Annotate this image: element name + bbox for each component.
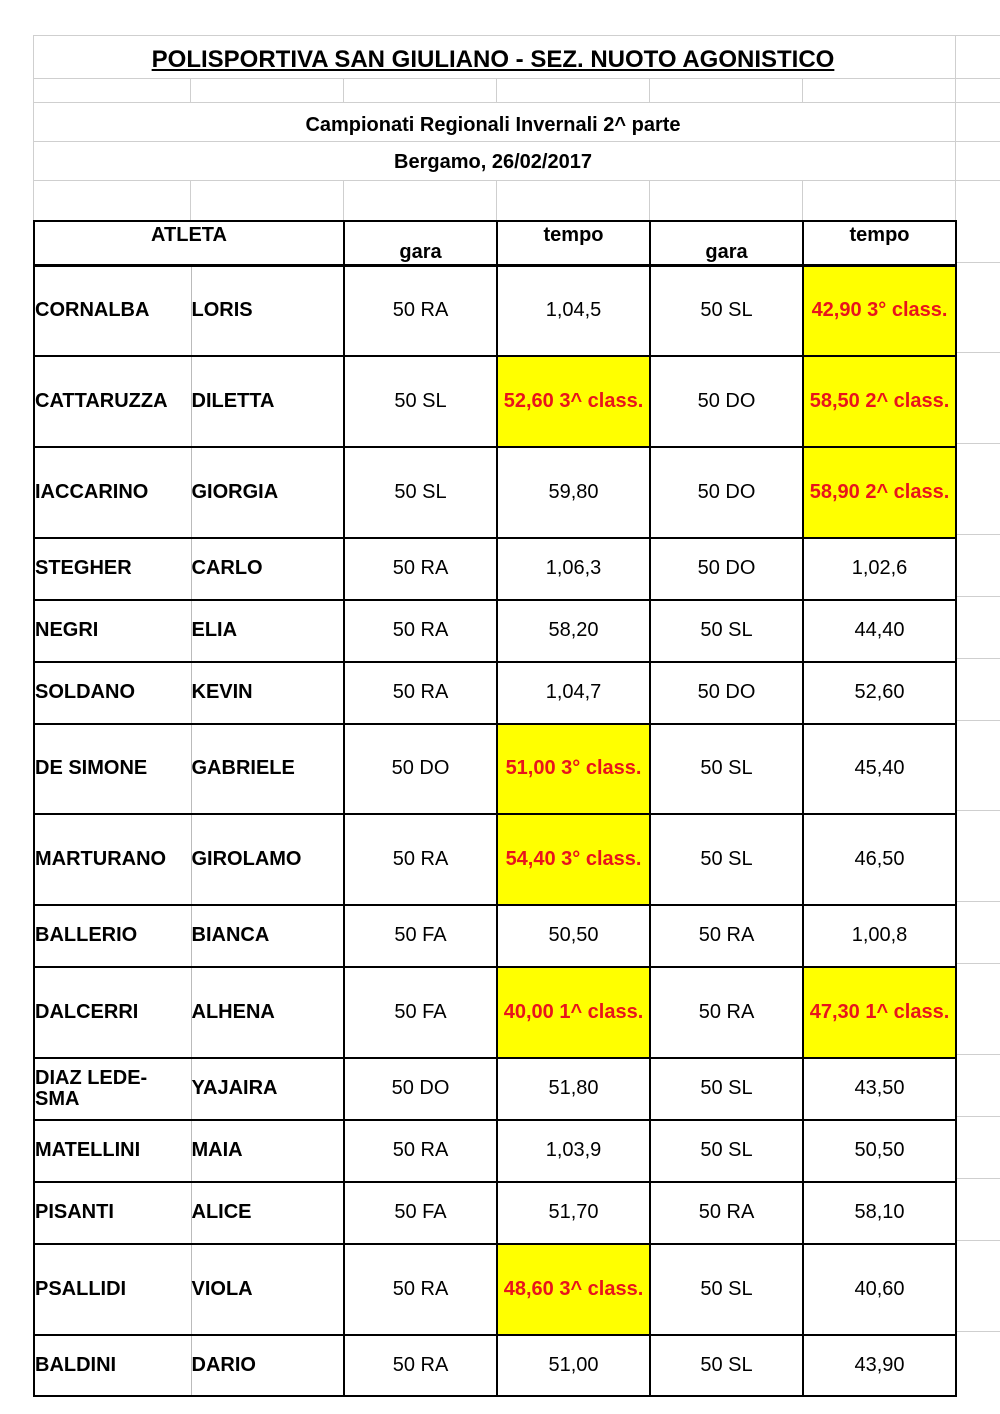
grid-line [649, 78, 650, 102]
event1-cell: 50 FA [344, 905, 497, 967]
grid-line [955, 1331, 1000, 1332]
grid-line [649, 180, 650, 220]
event2-cell: 50 DO [650, 538, 803, 600]
grid-line [955, 963, 1000, 964]
athlete-surname: DALCERRI [34, 967, 191, 1058]
grid-line [955, 1054, 1000, 1055]
athlete-surname: CORNALBA [34, 266, 191, 356]
event1-cell: 50 RA [344, 600, 497, 662]
event1-cell: 50 RA [344, 538, 497, 600]
athlete-name: GABRIELE [191, 724, 344, 814]
grid-line [955, 720, 1000, 721]
time1-cell: 51,80 [497, 1058, 650, 1120]
athlete-name: ALHENA [191, 967, 344, 1058]
grid-line [33, 78, 1000, 79]
grid-line [190, 78, 191, 102]
time2-cell-highlighted: 58,50 2^ class. [803, 356, 956, 447]
table-row [34, 662, 956, 724]
time1-cell-highlighted: 40,00 1^ class. [497, 967, 650, 1058]
athlete-name: VIOLA [191, 1244, 344, 1335]
time1-cell: 1,06,3 [497, 538, 650, 600]
event2-cell: 50 SL [650, 600, 803, 662]
athlete-name: ALICE [191, 1182, 344, 1244]
event1-cell: 50 SL [344, 447, 497, 538]
grid-line [802, 180, 803, 220]
event1-cell: 50 RA [344, 266, 497, 356]
event2-column-header: gara [650, 221, 803, 266]
event2-cell: 50 SL [650, 1120, 803, 1182]
time1-cell-highlighted: 52,60 3^ class. [497, 356, 650, 447]
grid-line [955, 810, 1000, 811]
time2-cell-highlighted: 42,90 3° class. [803, 266, 956, 356]
athlete-name: GIROLAMO [191, 814, 344, 905]
time1-column-header: tempo [497, 221, 650, 266]
athlete-surname: PSALLIDI [34, 1244, 191, 1335]
table-row [34, 724, 956, 814]
grid-line [33, 141, 1000, 142]
athlete-surname: STEGHER [34, 538, 191, 600]
event2-cell: 50 SL [650, 724, 803, 814]
event2-cell: 50 DO [650, 356, 803, 447]
athlete-surname: MATELLINI [34, 1120, 191, 1182]
event1-cell: 50 RA [344, 1335, 497, 1396]
athlete-surname: NEGRI [34, 600, 191, 662]
time2-cell: 46,50 [803, 814, 956, 905]
time2-column-header: tempo [803, 221, 956, 266]
event2-cell: 50 SL [650, 1058, 803, 1120]
grid-line [190, 180, 191, 220]
event1-cell: 50 RA [344, 1120, 497, 1182]
time2-cell: 52,60 [803, 662, 956, 724]
table-row [34, 1058, 956, 1120]
athlete-name: ELIA [191, 600, 344, 662]
time1-cell: 51,00 [497, 1335, 650, 1396]
grid-line [802, 78, 803, 102]
athlete-name: DILETTA [191, 356, 344, 447]
grid-line [955, 1240, 1000, 1241]
table-row [34, 538, 956, 600]
athlete-name: MAIA [191, 1120, 344, 1182]
grid-line [955, 1178, 1000, 1179]
event-title: Campionati Regionali Invernali 2^ parte [305, 114, 681, 136]
table-row [34, 600, 956, 662]
athlete-surname: DE SIMONE [34, 724, 191, 814]
athlete-name: CARLO [191, 538, 344, 600]
time1-cell-highlighted: 51,00 3° class. [497, 724, 650, 814]
athlete-surname: CATTARUZZA [34, 356, 191, 447]
grid-line [343, 78, 344, 102]
athlete-surname: DIAZ LEDE-SMA [34, 1058, 191, 1120]
time2-cell: 45,40 [803, 724, 956, 814]
table-header-row [34, 221, 956, 266]
event1-cell: 50 FA [344, 1182, 497, 1244]
event1-column-header: gara [344, 221, 497, 266]
table-row [34, 1182, 956, 1244]
time2-cell: 1,00,8 [803, 905, 956, 967]
athlete-name: GIORGIA [191, 447, 344, 538]
time1-cell: 51,70 [497, 1182, 650, 1244]
time1-cell: 1,04,7 [497, 662, 650, 724]
table-row [34, 814, 956, 905]
time2-cell: 1,02,6 [803, 538, 956, 600]
results-table [33, 220, 957, 1397]
table-row [34, 266, 956, 356]
event2-cell: 50 SL [650, 1244, 803, 1335]
event1-cell: 50 DO [344, 1058, 497, 1120]
grid-line [955, 262, 1000, 263]
event1-cell: 50 FA [344, 967, 497, 1058]
grid-line [955, 901, 1000, 902]
grid-line [955, 534, 1000, 535]
grid-line [33, 180, 1000, 181]
event2-cell: 50 SL [650, 814, 803, 905]
time1-cell: 1,04,5 [497, 266, 650, 356]
grid-line [33, 102, 1000, 103]
time1-cell: 1,03,9 [497, 1120, 650, 1182]
time2-cell: 40,60 [803, 1244, 956, 1335]
time2-cell-highlighted: 47,30 1^ class. [803, 967, 956, 1058]
table-row [34, 967, 956, 1058]
athlete-name: BIANCA [191, 905, 344, 967]
event1-cell: 50 RA [344, 814, 497, 905]
grid-line [955, 658, 1000, 659]
table-row [34, 447, 956, 538]
athlete-surname: PISANTI [34, 1182, 191, 1244]
table-row [34, 905, 956, 967]
table-row [34, 1120, 956, 1182]
grid-line [496, 78, 497, 102]
athlete-surname: IACCARINO [34, 447, 191, 538]
time1-cell: 58,20 [497, 600, 650, 662]
event2-cell: 50 SL [650, 1335, 803, 1396]
event1-cell: 50 SL [344, 356, 497, 447]
athlete-name: LORIS [191, 266, 344, 356]
table-row [34, 356, 956, 447]
event1-cell: 50 DO [344, 724, 497, 814]
grid-line [955, 1116, 1000, 1117]
table-row [34, 1244, 956, 1335]
event1-cell: 50 RA [344, 662, 497, 724]
event2-cell: 50 RA [650, 1182, 803, 1244]
page-title: POLISPORTIVA SAN GIULIANO - SEZ. NUOTO AGONISTICO [151, 46, 835, 73]
grid-line [955, 352, 1000, 353]
athlete-surname: MARTURANO [34, 814, 191, 905]
athlete-surname: SOLDANO [34, 662, 191, 724]
grid-line [496, 180, 497, 220]
time1-cell-highlighted: 48,60 3^ class. [497, 1244, 650, 1335]
time2-cell: 43,90 [803, 1335, 956, 1396]
athlete-name: DARIO [191, 1335, 344, 1396]
event2-cell: 50 RA [650, 967, 803, 1058]
time2-cell-highlighted: 58,90 2^ class. [803, 447, 956, 538]
event2-cell: 50 RA [650, 905, 803, 967]
grid-line [343, 180, 344, 220]
time1-cell: 50,50 [497, 905, 650, 967]
time2-cell: 43,50 [803, 1058, 956, 1120]
time1-cell-highlighted: 54,40 3° class. [497, 814, 650, 905]
event1-cell: 50 RA [344, 1244, 497, 1335]
athlete-name: YAJAIRA [191, 1058, 344, 1120]
place-date: Bergamo, 26/02/2017 [394, 151, 592, 173]
athlete-surname: BALDINI [34, 1335, 191, 1396]
grid-line [33, 35, 1000, 36]
athlete-surname: BALLERIO [34, 905, 191, 967]
time1-cell: 59,80 [497, 447, 650, 538]
time2-cell: 44,40 [803, 600, 956, 662]
event2-cell: 50 DO [650, 447, 803, 538]
event2-cell: 50 SL [650, 266, 803, 356]
athlete-name: KEVIN [191, 662, 344, 724]
event2-cell: 50 DO [650, 662, 803, 724]
athlete-column-header: ATLETA [34, 221, 344, 266]
table-row [34, 1335, 956, 1396]
time2-cell: 50,50 [803, 1120, 956, 1182]
grid-line [955, 443, 1000, 444]
grid-line [955, 596, 1000, 597]
time2-cell: 58,10 [803, 1182, 956, 1244]
